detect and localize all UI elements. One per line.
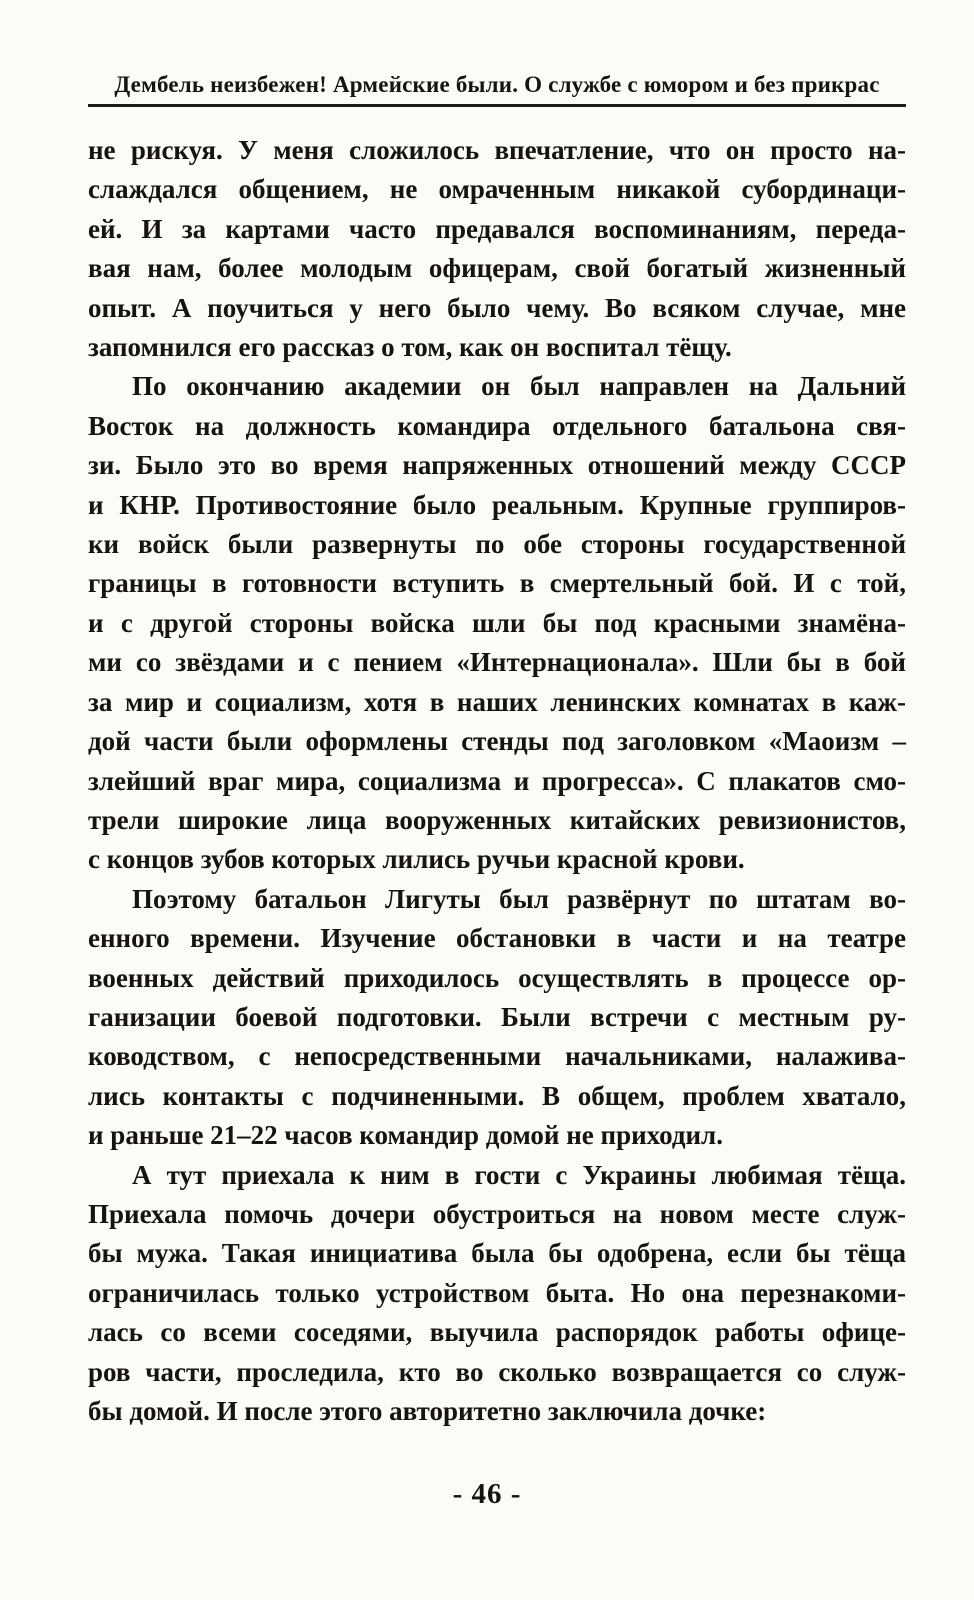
text-line: енного времени. Изучение обстановки в части и на театре [88, 923, 906, 954]
text-line: границы в готовности вступить в смертельный бой. И с той, [88, 568, 906, 599]
text-line: лись контакты с подчиненными. В общем, проблем хватало, [88, 1080, 906, 1111]
text-line: лась со всеми соседями, выучила распорядок работы офице- [88, 1317, 906, 1348]
paragraph-3 [88, 880, 906, 1156]
text-line: ми со звёздами и с пением «Интернационала». Шли бы в бой [88, 647, 906, 678]
text-line: ководством, с непосредственными начальниками, налажива- [88, 1041, 906, 1072]
page-number: - 46 - [452, 1478, 522, 1510]
text-line: злейший враг мира, социализма и прогресса». С плакатов смо- [88, 765, 906, 796]
text-line: зи. Было это во время напряженных отношений между СССР [88, 450, 906, 481]
paragraph-1 [88, 131, 906, 367]
text-line: за мир и социализм, хотя в наших ленинских комнатах в каж- [88, 686, 906, 717]
paragraph-2 [88, 367, 906, 879]
text-line: ганизации боевой подготовки. Были встречи с местным ру- [88, 1001, 906, 1032]
text-line: запомнился его рассказ о том, как он воспитал тёщу. [88, 332, 732, 363]
text-line: ки войск были развернуты по обе стороны государственной [88, 529, 906, 560]
text-line: и раньше 21–22 часов командир домой не приходил. [88, 1120, 723, 1151]
text-line: дой части были оформлены стенды под заголовком «Маоизм – [88, 726, 906, 757]
header-rule [88, 104, 906, 107]
text-line: А тут приехала к ним в гости с Украины любимая тёща. [132, 1159, 906, 1190]
text-line: Поэтому батальон Лигуты был развёрнут по штатам во- [132, 883, 906, 914]
text-line: ей. И за картами часто предавался воспоминаниям, переда- [88, 213, 906, 244]
text-line: не рискуя. У меня сложилось впечатление, что он просто на- [88, 135, 906, 165]
text-line: ограничилась только устройством быта. Но она перезнакоми- [88, 1277, 906, 1308]
text-line: бы домой. И после этого авторитетно заключила дочке: [88, 1396, 767, 1426]
paragraph-4 [88, 1156, 906, 1432]
text-line: военных действий приходилось осуществлять в процессе ор- [88, 962, 906, 993]
text-line: опыт. А поучиться у него было чему. Во всяком случае, мне [88, 292, 906, 323]
text-line: По окончанию академии он был направлен на Дальний [132, 371, 906, 402]
text-line: с концов зубов которых лились ручьи красной крови. [88, 844, 745, 875]
body-text [88, 131, 906, 1431]
text-line: и КНР. Противостояние было реальным. Крупные группиров- [88, 489, 906, 520]
text-line: и с другой стороны войска шли бы под красными знамёна- [88, 607, 906, 638]
text-line: слаждался общением, не омраченным никакой субординаци- [88, 174, 906, 205]
text-line: вая нам, более молодым офицерам, свой богатый жизненный [88, 253, 906, 284]
text-line: Восток на должность командира отдельного батальона свя- [88, 410, 906, 441]
text-line: трели широкие лица вооруженных китайских ревизионистов, [88, 804, 906, 835]
text-line: Приехала помочь дочери обустроиться на новом месте служ- [88, 1198, 906, 1229]
running-head [88, 72, 906, 107]
text-line: ров части, проследила, кто во сколько возвращается со служ- [88, 1356, 906, 1387]
running-head-title: Дембель неизбежен! Армейские были. О службе с юмором и без прикрас [114, 72, 880, 97]
text-line: бы мужа. Такая инициатива была бы одобрена, если бы тёща [88, 1238, 906, 1269]
